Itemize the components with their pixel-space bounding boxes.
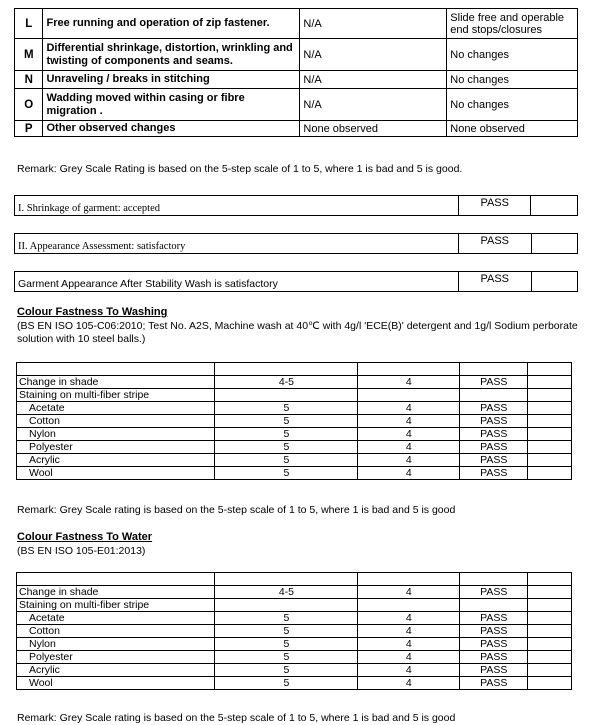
result: PASS [460,441,528,454]
rating: 5 [215,638,358,651]
requirement: 4 [358,428,460,441]
requirement: 4 [358,415,460,428]
row-description: Wadding moved within casing or fibre migration . [43,89,300,121]
table-row [17,612,572,625]
result: PASS [460,402,528,415]
shrinkage-result: PASS [458,196,531,216]
requirement: 4 [358,664,460,677]
requirement: 4 [358,612,460,625]
table-row [17,638,572,651]
requirement: 4 [358,441,460,454]
fiber-name: Nylon [17,638,215,651]
fiber-name: Nylon [17,428,215,441]
fiber-name: Polyester [17,441,215,454]
water-remark: Remark: Grey Scale rating is based on the 5-step scale of 1 to 5, where 1 is bad and 5 is good [17,712,456,724]
rating: 5 [215,625,358,638]
requirement: 4 [358,586,460,599]
row-code: P [15,121,43,137]
row-description: Unraveling / breaks in stitching [43,71,300,89]
appearance-result-row [14,233,578,253]
row-after-value: Slide free and operable end stops/closures [447,9,578,39]
rating: 5 [215,651,358,664]
row-after-value: No changes [447,71,578,89]
row-code: L [15,9,43,39]
result: PASS [460,376,528,389]
washing-results-table [16,362,572,480]
result: PASS [460,677,528,690]
appearance-result: PASS [458,234,531,254]
result: PASS [460,454,528,467]
empty-cell [531,196,578,216]
fiber-name: Acrylic [17,664,215,677]
rating: 5 [215,664,358,677]
result: PASS [460,586,528,599]
requirement: 4 [358,376,460,389]
stability-wash-label: Garment Appearance After Stability Wash is satisfactory [15,272,459,292]
row-description: Free running and operation of zip fastener. [43,9,300,39]
table-row [17,389,572,402]
row-after-value: No changes [447,39,578,71]
rating: 4-5 [215,586,358,599]
row-code: N [15,71,43,89]
fiber-name: Change in shade [17,376,215,389]
rating: 5 [215,467,358,480]
result: PASS [460,467,528,480]
row-after-value: None observed [447,121,578,137]
row-code: M [15,39,43,71]
shrinkage-result-row [14,195,578,215]
table-row [17,402,572,415]
requirement: 4 [358,677,460,690]
row-before-value: None observed [300,121,447,137]
shrinkage-label: I. Shrinkage of garment: accepted [15,196,459,216]
grey-scale-remark: Remark: Grey Scale Rating is based on the 5-step scale of 1 to 5, where 1 is bad and 5 is good. [17,163,463,175]
table-row [15,71,578,89]
rating: 4-5 [215,376,358,389]
table-row [15,39,578,71]
result: PASS [460,638,528,651]
fiber-name: Change in shade [17,586,215,599]
requirement: 4 [358,402,460,415]
result: PASS [460,612,528,625]
empty-cell [531,234,578,254]
table-row [15,89,578,121]
result: PASS [460,415,528,428]
result: PASS [460,625,528,638]
row-before-value: N/A [300,89,447,121]
fiber-name: Polyester [17,651,215,664]
row-before-value: N/A [300,39,447,71]
requirement: 4 [358,638,460,651]
water-results-table [16,572,572,690]
row-description: Other observed changes [43,121,300,137]
table-row [17,664,572,677]
result: PASS [460,428,528,441]
appearance-label: II. Appearance Assessment: satisfactory [15,234,459,254]
table-row [17,625,572,638]
rating: 5 [215,428,358,441]
requirement: 4 [358,625,460,638]
table-row [17,467,572,480]
stability-wash-result: PASS [459,272,532,292]
table-header-row [17,363,572,376]
stability-wash-result-row [14,271,578,291]
fiber-name: Acetate [17,402,215,415]
table-row [15,9,578,39]
table-header-row [17,573,572,586]
water-method: (BS EN ISO 105-E01:2013) [17,545,146,557]
table-row [17,586,572,599]
washing-method: (BS EN ISO 105-C06:2010; Test No. A2S, Machine wash at 40℃ with 4g/l 'ECE(B)' detergent and 1g/l Sodium perborate solution with 10 steel balls.) [17,320,578,345]
rating: 5 [215,441,358,454]
result: PASS [460,651,528,664]
table-row [17,599,572,612]
fiber-name: Cotton [17,625,215,638]
table-row [17,677,572,690]
table-row [15,121,578,137]
fiber-name: Cotton [17,415,215,428]
rating: 5 [215,402,358,415]
assessment-table [14,8,578,137]
table-row [17,441,572,454]
requirement: 4 [358,454,460,467]
row-code: O [15,89,43,121]
empty-cell [531,272,578,292]
rating: 5 [215,612,358,625]
table-row [17,376,572,389]
row-before-value: N/A [300,71,447,89]
fiber-name: Wool [17,677,215,690]
row-before-value: N/A [300,9,447,39]
requirement: 4 [358,467,460,480]
fiber-name: Wool [17,467,215,480]
rating: 5 [215,677,358,690]
rating: 5 [215,454,358,467]
rating: 5 [215,415,358,428]
requirement: 4 [358,651,460,664]
result: PASS [460,664,528,677]
table-row [17,428,572,441]
row-after-value: No changes [447,89,578,121]
water-section-title: Colour Fastness To Water [17,531,153,543]
table-row [17,454,572,467]
washing-section-title: Colour Fastness To Washing [17,306,168,318]
table-row [17,651,572,664]
fiber-name: Acrylic [17,454,215,467]
fiber-name: Acetate [17,612,215,625]
washing-remark: Remark: Grey Scale rating is based on the 5-step scale of 1 to 5, where 1 is bad and 5 is good [17,504,456,516]
row-description: Differential shrinkage, distortion, wrinkling and twisting of components and seams. [43,39,300,71]
fiber-name: Staining on multi-fiber stripe [17,389,215,402]
fiber-name: Staining on multi-fiber stripe [17,599,215,612]
table-row [17,415,572,428]
